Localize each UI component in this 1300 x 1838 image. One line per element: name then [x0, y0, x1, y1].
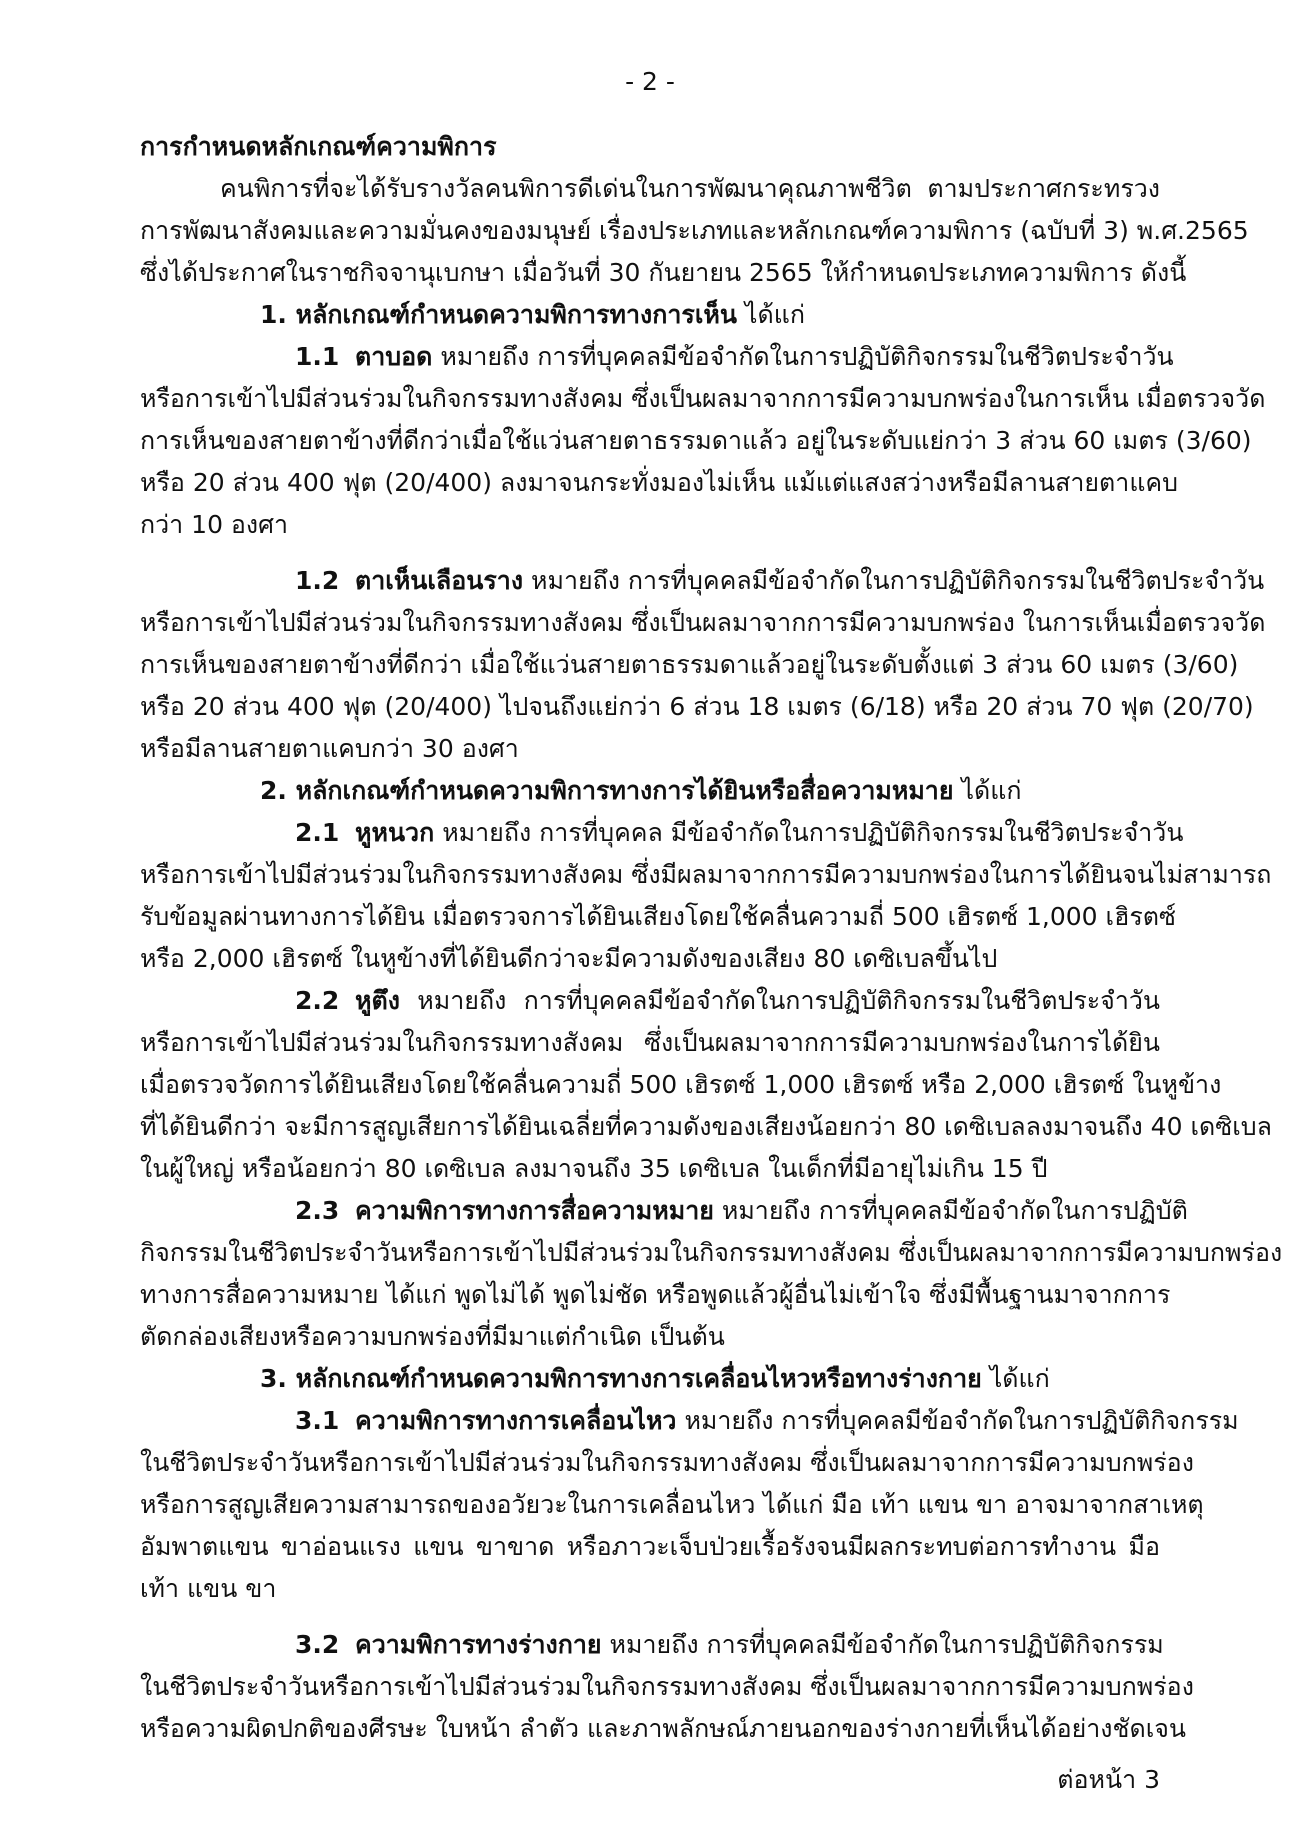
- paragraph-line: รับข้อมูลผ่านทางการได้ยิน เมื่อตรวจการได้ยินเสียงโดยใช้คลื่นความถี่ 500 เฮิรตซ์ 1,000 เฮิรตซ์: [140, 902, 1176, 931]
- paragraph-line: หรือการสูญเสียความสามารถของอวัยวะในการเคลื่อนไหว ได้แก่ มือ เท้า แขน ขา อาจมาจากสาเหตุ: [140, 1490, 1204, 1519]
- paragraph-line: หรือการเข้าไปมีส่วนร่วมในกิจกรรมทางสังคม ซึ่งมีผลมาจากการมีความบกพร่องในการได้ยินจนไม่สามารถ: [140, 860, 1272, 889]
- subsection-1-2-first-line: [140, 560, 1265, 602]
- subsection-term: หูหนวก: [355, 818, 435, 847]
- criteria-heading-suffix: ได้แก่: [744, 300, 805, 329]
- criteria-heading-suffix: ได้แก่: [989, 1364, 1050, 1393]
- paragraph-line: อัมพาตแขน ขาอ่อนแรง แขน ขาขาด หรือภาวะเจ็บป่วยเรื้อรังจนมีผลกระทบต่อการทำงาน มือ: [140, 1532, 1160, 1561]
- criteria-heading-text: 2. หลักเกณฑ์กำหนดความพิการทางการได้ยินหรือสื่อความหมาย: [260, 776, 954, 805]
- subsection-term: หูตึง: [355, 986, 400, 1015]
- subsection-1-1-first-line: [140, 336, 1174, 378]
- subsection-text: หมายถึง การที่บุคคลมีข้อจำกัดในการปฏิบัติกิจกรรมในชีวิตประจำวัน: [417, 986, 1160, 1015]
- subsection-number: 2.2: [295, 986, 340, 1015]
- intro-line: ซึ่งได้ประกาศในราชกิจจานุเบกษา เมื่อวันที่ 30 กันยายน 2565 ให้กำหนดประเภทความพิการ ดังนี้: [140, 258, 1187, 287]
- subsection-number: 1.2: [295, 566, 340, 595]
- subsection-text: หมายถึง การที่บุคคลมีข้อจำกัดในการปฏิบัติกิจกรรม: [684, 1406, 1239, 1435]
- paragraph-line: ในผู้ใหญ่ หรือน้อยกว่า 80 เดซิเบล ลงมาจนถึง 35 เดซิเบล ในเด็กที่มีอายุไม่เกิน 15 ปี: [140, 1154, 1048, 1183]
- paragraph-line: กว่า 10 องศา: [140, 510, 289, 539]
- subsection-text: หมายถึง การที่บุคคลมีข้อจำกัดในการปฏิบัติกิจกรรม: [609, 1630, 1164, 1659]
- section-title: การกำหนดหลักเกณฑ์ความพิการ: [140, 132, 497, 161]
- subsection-number: 3.1: [295, 1406, 340, 1435]
- subsection-2-1-first-line: [140, 812, 1184, 854]
- paragraph-line: กิจกรรมในชีวิตประจำวันหรือการเข้าไปมีส่วนร่วมในกิจกรรมทางสังคม ซึ่งเป็นผลมาจากการมีความบกพร่อง: [140, 1238, 1283, 1267]
- subsection-2-3-first-line: [140, 1190, 1188, 1232]
- criteria-heading-mobility: [140, 1358, 1160, 1400]
- subsection-term: ตาบอด: [355, 342, 433, 371]
- criteria-heading-hearing: [140, 770, 1160, 812]
- subsection-number: 2.1: [295, 818, 340, 847]
- paragraph-line: หรือมีลานสายตาแคบกว่า 30 องศา: [140, 734, 519, 763]
- paragraph-line: เมื่อตรวจวัดการได้ยินเสียงโดยใช้คลื่นความถี่ 500 เฮิรตซ์ 1,000 เฮิรตซ์ หรือ 2,000 เฮิรตซ์ ในหูข้าง: [140, 1070, 1222, 1099]
- criteria-heading-suffix: ได้แก่: [961, 776, 1022, 805]
- intro-line: การพัฒนาสังคมและความมั่นคงของมนุษย์ เรื่องประเภทและหลักเกณฑ์ความพิการ (ฉบับที่ 3) พ.ศ.2565: [140, 216, 1249, 245]
- page-number: - 2 -: [625, 67, 675, 96]
- continued-on-next-page: ต่อหน้า 3: [1057, 1765, 1160, 1794]
- subsection-term: ความพิการทางการเคลื่อนไหว: [355, 1406, 677, 1435]
- paragraph-line: หรือการเข้าไปมีส่วนร่วมในกิจกรรมทางสังคม ซึ่งเป็นผลมาจากการมีความบกพร่องในการได้ยิน: [140, 1028, 1160, 1057]
- document-body: [140, 126, 1283, 1750]
- paragraph-line: หรือ 20 ส่วน 400 ฟุต (20/400) ลงมาจนกระทั่งมองไม่เห็น แม้แต่แสงสว่างหรือมีลานสายตาแคบ: [140, 468, 1179, 497]
- subsection-number: 1.1: [295, 342, 340, 371]
- intro-line: คนพิการที่จะได้รับรางวัลคนพิการดีเด่นในการพัฒนาคุณภาพชีวิต ตามประกาศกระทรวง: [220, 174, 1160, 203]
- paragraph-line: การเห็นของสายตาข้างที่ดีกว่าเมื่อใช้แว่นสายตาธรรมดาแล้ว อยู่ในระดับแย่กว่า 3 ส่วน 60 เมตร (3/60): [140, 426, 1252, 455]
- paragraph-line: หรือการเข้าไปมีส่วนร่วมในกิจกรรมทางสังคม ซึ่งเป็นผลมาจากการมีความบกพร่อง ในการเห็นเมื่อตรวจวัด: [140, 608, 1266, 637]
- paragraph-line: หรือความผิดปกติของศีรษะ ใบหน้า ลำตัว และภาพลักษณ์ภายนอกของร่างกายที่เห็นได้อย่างชัดเจน: [140, 1714, 1186, 1743]
- subsection-3-1-first-line: [140, 1400, 1239, 1442]
- paragraph-line: ที่ได้ยินดีกว่า จะมีการสูญเสียการได้ยินเฉลี่ยที่ความดังของเสียงน้อยกว่า 80 เดซิเบลลงมาจนถึง 40 เดซิเบล: [140, 1112, 1272, 1141]
- subsection-text: หมายถึง การที่บุคคล มีข้อจำกัดในการปฏิบัติกิจกรรมในชีวิตประจำวัน: [442, 818, 1184, 847]
- criteria-heading-text: 3. หลักเกณฑ์กำหนดความพิการทางการเคลื่อนไหวหรือทางร่างกาย: [260, 1364, 982, 1393]
- paragraph-line: การเห็นของสายตาข้างที่ดีกว่า เมื่อใช้แว่นสายตาธรรมดาแล้วอยู่ในระดับตั้งแต่ 3 ส่วน 60 เมตร (3/60): [140, 650, 1239, 679]
- paragraph-line: เท้า แขน ขา: [140, 1574, 277, 1603]
- paragraph-line: หรือ 2,000 เฮิรตซ์ ในหูข้างที่ได้ยินดีกว่าจะมีความดังของเสียง 80 เดซิเบลขึ้นไป: [140, 944, 998, 973]
- subsection-term: ความพิการทางการสื่อความหมาย: [355, 1196, 714, 1225]
- subsection-2-2-first-line: [140, 980, 1160, 1022]
- paragraph-line: ทางการสื่อความหมาย ได้แก่ พูดไม่ได้ พูดไม่ชัด หรือพูดแล้วผู้อื่นไม่เข้าใจ ซึ่งมีพื้นฐานมาจากการ: [140, 1280, 1171, 1309]
- paragraph-line: ในชีวิตประจำวันหรือการเข้าไปมีส่วนร่วมในกิจกรรมทางสังคม ซึ่งเป็นผลมาจากการมีความบกพร่อง: [140, 1448, 1194, 1477]
- paragraph-line: ตัดกล่องเสียงหรือความบกพร่องที่มีมาแต่กำเนิด เป็นต้น: [140, 1322, 725, 1351]
- paragraph-line: ในชีวิตประจำวันหรือการเข้าไปมีส่วนร่วมในกิจกรรมทางสังคม ซึ่งเป็นผลมาจากการมีความบกพร่อง: [140, 1672, 1194, 1701]
- criteria-heading-text: 1. หลักเกณฑ์กำหนดความพิการทางการเห็น: [260, 300, 737, 329]
- subsection-term: ความพิการทางร่างกาย: [355, 1630, 602, 1659]
- subsection-text: หมายถึง การที่บุคคลมีข้อจำกัดในการปฏิบัติกิจกรรมในชีวิตประจำวัน: [530, 566, 1265, 595]
- subsection-3-2-first-line: [140, 1624, 1164, 1666]
- subsection-number: 3.2: [295, 1630, 340, 1659]
- subsection-term: ตาเห็นเลือนราง: [355, 566, 524, 595]
- paragraph-line: หรือ 20 ส่วน 400 ฟุต (20/400) ไปจนถึงแย่กว่า 6 ส่วน 18 เมตร (6/18) หรือ 20 ส่วน 70 ฟุต (20/70): [140, 692, 1254, 721]
- criteria-heading-visual: [140, 294, 1160, 336]
- subsection-text: หมายถึง การที่บุคคลมีข้อจำกัดในการปฏิบัติกิจกรรมในชีวิตประจำวัน: [440, 342, 1174, 371]
- paragraph-line: หรือการเข้าไปมีส่วนร่วมในกิจกรรมทางสังคม ซึ่งเป็นผลมาจากการมีความบกพร่องในการเห็น เมื่อตรวจวัด: [140, 384, 1266, 413]
- subsection-text: หมายถึง การที่บุคคลมีข้อจำกัดในการปฏิบัติ: [721, 1196, 1188, 1225]
- subsection-number: 2.3: [295, 1196, 340, 1225]
